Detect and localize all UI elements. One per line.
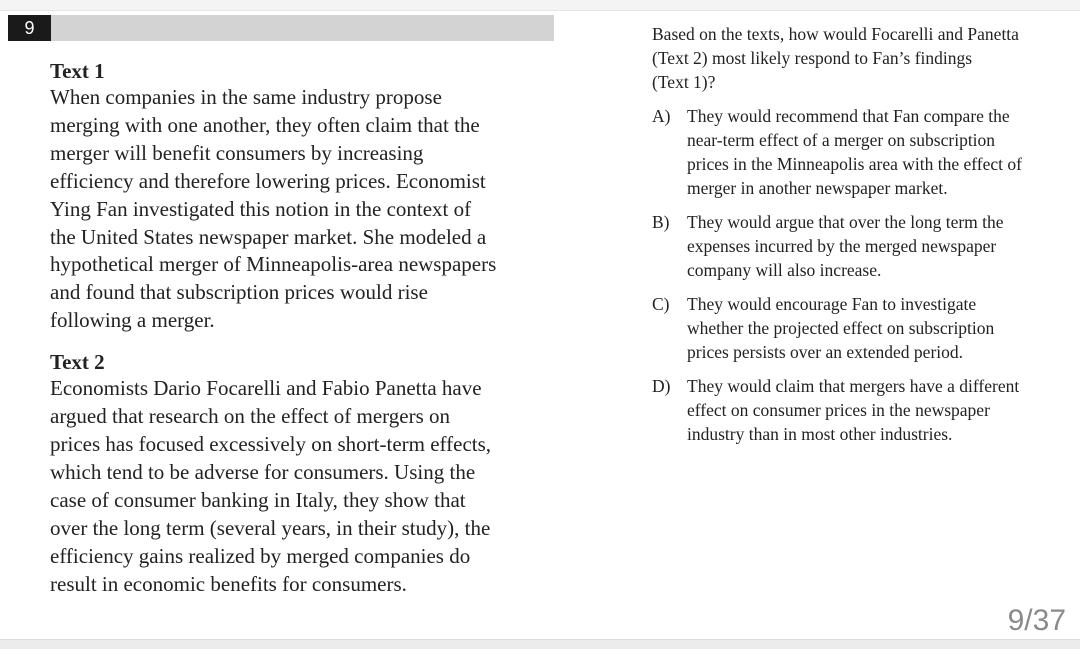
passage-line: which tend to be adverse for consumers. Using the xyxy=(50,459,476,484)
choice-line: effect on consumer prices in the newspaper xyxy=(687,400,990,420)
choice-letter: B) xyxy=(652,212,670,232)
passage-line: the United States newspaper market. She modeled a xyxy=(50,224,487,249)
choice-line: expenses incurred by the merged newspaper xyxy=(687,236,997,256)
passage-line: and found that subscription prices would rise xyxy=(50,280,428,305)
prompt-line: (Text 1)? xyxy=(652,72,716,92)
choice-line: prices persists over an extended period. xyxy=(687,342,964,362)
passage-line: efficiency and therefore lowering prices. Economist xyxy=(50,168,486,193)
question-header-bar xyxy=(8,15,554,41)
choice-text xyxy=(687,374,1078,446)
choice-line: prices in the Minneapolis area with the effect of xyxy=(687,154,1022,174)
passage-line: When companies in the same industry propose xyxy=(50,85,442,109)
text1-heading: Text 1 xyxy=(50,59,105,83)
question-number: 9 xyxy=(8,15,51,41)
choice-b[interactable] xyxy=(652,210,1078,282)
choice-line: They would claim that mergers have a different xyxy=(687,376,1020,396)
choice-text xyxy=(687,292,1078,364)
passage-line: result in economic benefits for consumers. xyxy=(50,571,407,596)
passage-line: Economists Dario Focarelli and Fabio Panetta have xyxy=(50,376,482,401)
choice-letter: C) xyxy=(652,294,670,314)
top-edge xyxy=(0,0,1080,11)
passage-line: case of consumer banking in Italy, they show that xyxy=(50,487,466,512)
question-prompt xyxy=(652,22,1078,94)
passages xyxy=(50,58,560,598)
passage-line: prices has focused excessively on short-term effects, xyxy=(50,431,492,456)
page-counter: 9/37 xyxy=(1007,604,1066,637)
choice-line: They would argue that over the long term the xyxy=(687,212,1004,232)
choice-line: They would encourage Fan to investigate xyxy=(687,294,977,314)
choice-line: merger in another newspaper market. xyxy=(687,178,948,198)
passage-line: over the long term (several years, in their study), the xyxy=(50,515,491,540)
choice-d[interactable] xyxy=(652,374,1078,446)
passage-line: merger will benefit consumers by increasing xyxy=(50,140,424,165)
passage-line: Ying Fan investigated this notion in the context of xyxy=(50,196,472,221)
passage-line: argued that research on the effect of mergers on xyxy=(50,404,450,429)
choice-letter: D) xyxy=(652,376,671,396)
passage-line: following a merger. xyxy=(50,308,215,333)
choice-line: industry than in most other industries. xyxy=(687,424,953,444)
passage-line: efficiency gains realized by merged companies do xyxy=(50,543,471,568)
choice-text xyxy=(687,104,1078,200)
text1-passage xyxy=(50,84,560,335)
question-panel xyxy=(652,22,1078,456)
choice-letter: A) xyxy=(652,106,671,126)
prompt-line: Based on the texts, how would Focarelli and Panetta xyxy=(652,24,1019,44)
passage-line: merging with one another, they often claim that the xyxy=(50,112,480,137)
choice-c[interactable] xyxy=(652,292,1078,364)
choice-line: They would recommend that Fan compare the xyxy=(687,106,1010,126)
text2-passage xyxy=(50,375,560,598)
passage-line: hypothetical merger of Minneapolis-area newspapers xyxy=(50,252,497,277)
choice-text xyxy=(687,210,1078,282)
choice-line: near-term effect of a merger on subscription xyxy=(687,130,996,150)
prompt-line: (Text 2) most likely respond to Fan’s findings xyxy=(652,48,973,68)
choice-line: company will also increase. xyxy=(687,260,882,280)
choice-a[interactable] xyxy=(652,104,1078,200)
text2-heading: Text 2 xyxy=(50,350,105,375)
choice-line: whether the projected effect on subscription xyxy=(687,318,995,338)
